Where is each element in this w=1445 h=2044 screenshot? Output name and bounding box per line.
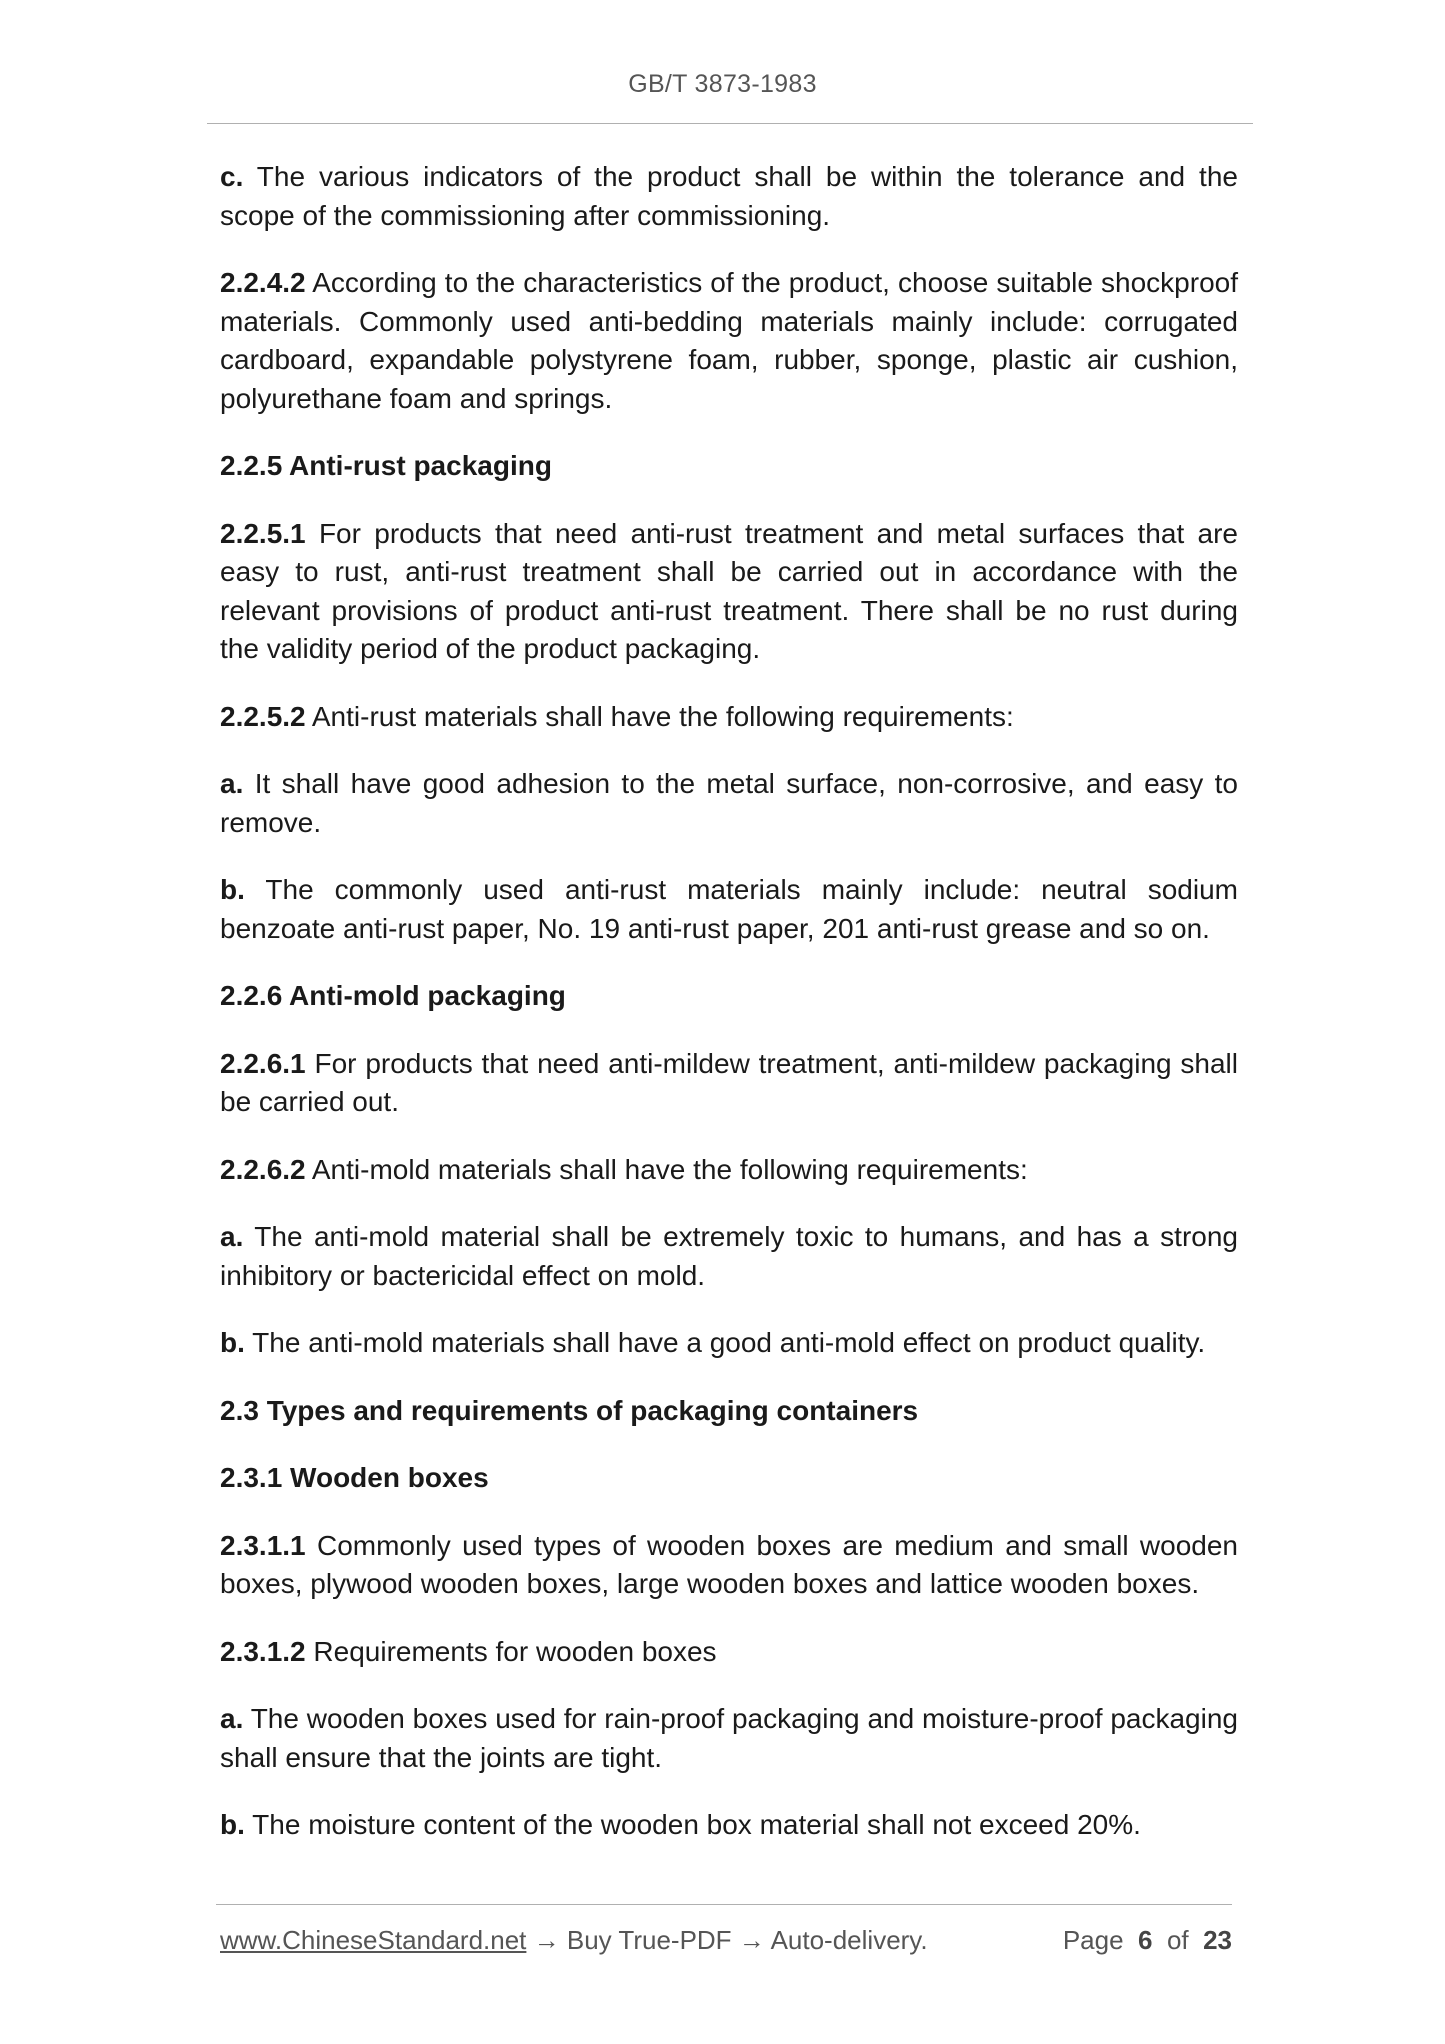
clause-paragraph bbox=[220, 158, 1238, 235]
clause-number: b. bbox=[220, 874, 245, 905]
clause-number: c. bbox=[220, 161, 244, 192]
clause-text: Requirements for wooden boxes bbox=[313, 1635, 717, 1667]
clause-number: a. bbox=[220, 1221, 244, 1252]
header-divider bbox=[207, 123, 1253, 124]
clause-number: 2.2.5.1 bbox=[220, 517, 306, 549]
clause-number: 2.2.5.2 bbox=[220, 700, 306, 732]
page-total: 23 bbox=[1203, 1925, 1232, 1955]
clause-text: Commonly used types of wooden boxes are medium and small wooden boxes, plywood wooden boxes, large wooden boxes and lattice wooden boxes. bbox=[220, 1529, 1238, 1599]
clause-number: a. bbox=[220, 1703, 244, 1734]
section-heading: 2.3 Types and requirements of packaging containers bbox=[220, 1394, 919, 1426]
clause-paragraph bbox=[220, 698, 1238, 737]
document-header: GB/T 3873-1983 bbox=[628, 70, 817, 98]
section-heading: 2.2.5 Anti-rust packaging bbox=[220, 450, 552, 481]
page-label: Page bbox=[1062, 1925, 1124, 1955]
clause-number: 2.2.6.1 bbox=[220, 1047, 306, 1079]
clause-paragraph bbox=[220, 1324, 1238, 1363]
clause-number: 2.2.6.2 bbox=[220, 1153, 306, 1185]
footer-divider bbox=[216, 1904, 1232, 1905]
clause-number: b. bbox=[220, 1327, 245, 1358]
clause-text: The commonly used anti-rust materials mainly include: neutral sodium benzoate anti-rust paper, No. 19 anti-rust paper, 201 anti-rust grease and so on. bbox=[220, 874, 1238, 944]
clause-paragraph bbox=[220, 1045, 1238, 1122]
page-footer bbox=[220, 1925, 1232, 1956]
clause-text: The wooden boxes used for rain-proof packaging and moisture-proof packaging shall ensure that the joints are tight. bbox=[220, 1703, 1238, 1773]
clause-text: According to the characteristics of the product, choose suitable shockproof materials. Commonly used anti-bedding materials mainly include: corrugated cardboard, expandable polystyrene foam, rubber, sponge, plastic air cushion, polyurethane foam and springs. bbox=[220, 267, 1239, 414]
clause-paragraph bbox=[220, 264, 1238, 418]
clause-text: For products that need anti-rust treatment and metal surfaces that are easy to rust, anti-rust treatment shall be carried out in accordance with the relevant provisions of product anti-rust treatment. There shall be no rust during the validity period of the product packaging. bbox=[220, 517, 1238, 664]
clause-paragraph bbox=[220, 1633, 1238, 1672]
page-of-label: of bbox=[1166, 1925, 1189, 1955]
page-indicator bbox=[1063, 1925, 1232, 1956]
clause-number: 2.3.1.1 bbox=[220, 1529, 306, 1561]
clause-text: For products that need anti-mildew treatment, anti-mildew packaging shall be carried out. bbox=[220, 1047, 1239, 1117]
website-link[interactable]: www.ChineseStandard.net bbox=[220, 1925, 527, 1955]
section-heading: 2.3.1 Wooden boxes bbox=[220, 1462, 489, 1493]
clause-text: Anti-mold materials shall have the following requirements: bbox=[311, 1153, 1028, 1185]
clause-paragraph bbox=[220, 1700, 1238, 1777]
clause-number: a. bbox=[220, 768, 244, 799]
clause-text: The moisture content of the wooden box material shall not exceed 20%. bbox=[252, 1809, 1141, 1840]
clause-paragraph bbox=[220, 1151, 1238, 1190]
clause-text: It shall have good adhesion to the metal surface, non-corrosive, and easy to remove. bbox=[220, 768, 1238, 838]
clause-number: b. bbox=[220, 1809, 245, 1840]
clause-text: Anti-rust materials shall have the following requirements: bbox=[311, 700, 1014, 732]
clause-text: The anti-mold materials shall have a good anti-mold effect on product quality. bbox=[252, 1327, 1206, 1358]
section-heading: 2.2.6 Anti-mold packaging bbox=[220, 980, 566, 1011]
clause-text: The anti-mold material shall be extremely toxic to humans, and has a strong inhibitory or bactericidal effect on mold. bbox=[220, 1221, 1238, 1291]
clause-paragraph bbox=[220, 1806, 1238, 1845]
clause-paragraph bbox=[220, 515, 1238, 669]
clause-paragraph bbox=[220, 1218, 1238, 1295]
clause-number: 2.2.4.2 bbox=[220, 267, 306, 298]
clause-paragraph bbox=[220, 1527, 1238, 1604]
clause-number: 2.3.1.2 bbox=[220, 1635, 306, 1667]
clause-paragraph bbox=[220, 765, 1238, 842]
clause-text: The various indicators of the product shall be within the tolerance and the scope of the commissioning after commissioning. bbox=[220, 161, 1238, 231]
footer-promo-text: → Buy True-PDF → Auto-delivery. bbox=[526, 1925, 928, 1955]
page-current: 6 bbox=[1138, 1925, 1153, 1955]
clause-paragraph bbox=[220, 871, 1238, 948]
document-body bbox=[220, 158, 1238, 1874]
